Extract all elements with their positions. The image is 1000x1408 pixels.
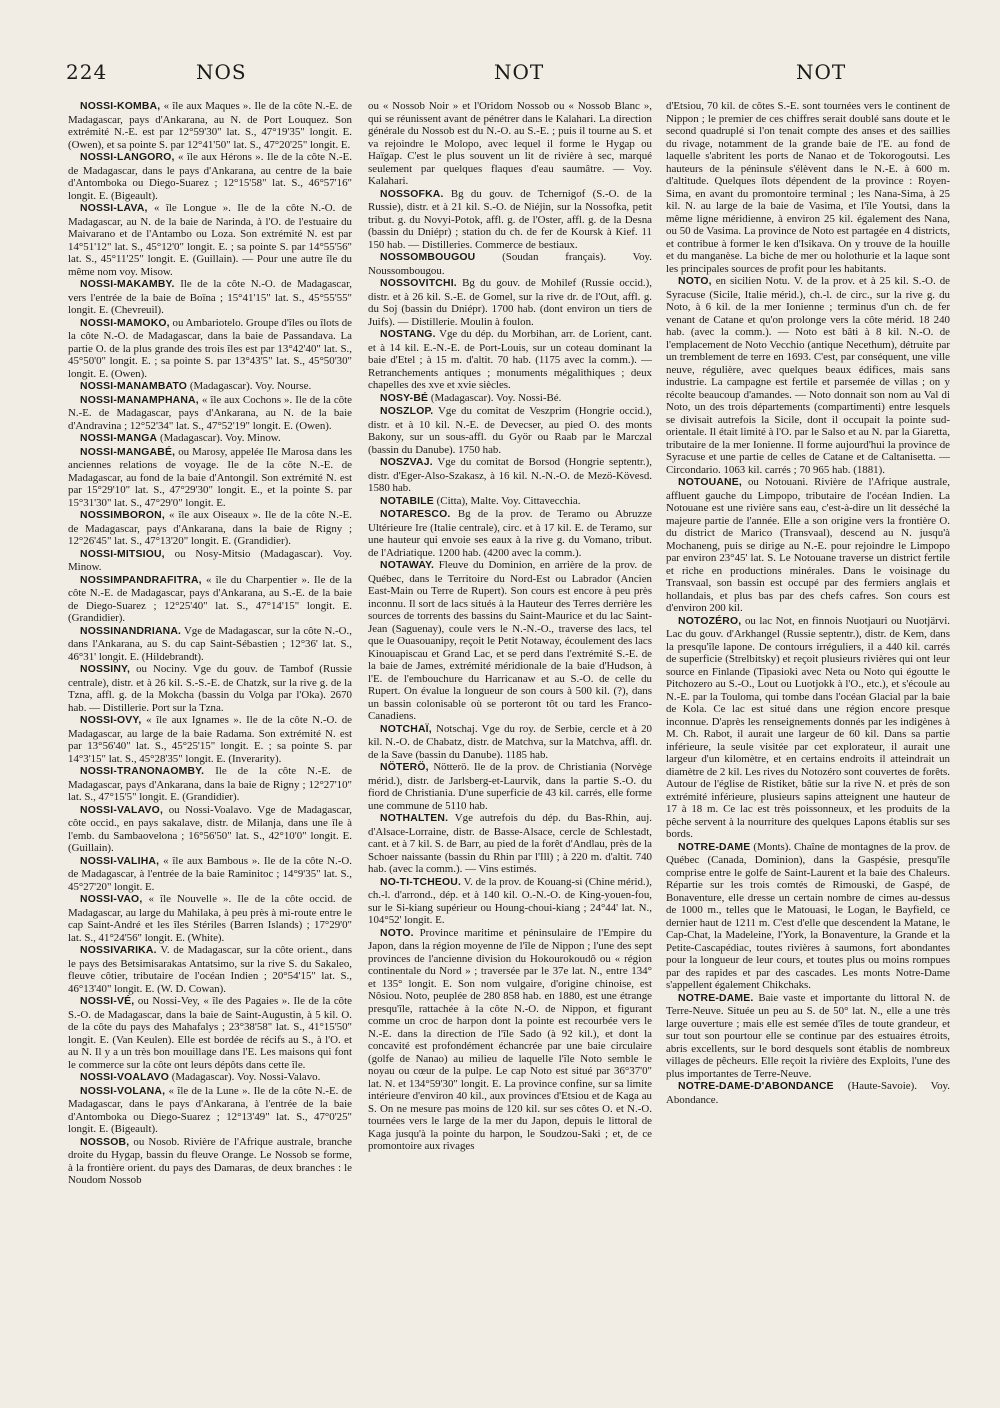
running-head-left: NOS bbox=[196, 60, 247, 84]
entry-body: Ile de la côte N.-O. de Madagascar, vers l'entrée de la baie de Boïna ; 15°41'15" lat. S., 45°55'55" longit. E. (Chevreuil). bbox=[68, 278, 352, 316]
entry-body: ou Ambariotelo. Groupe d'îles ou îlots de la côte N.-O. de Madagascar, dans la baie de Passandava. La partie O. de la plus grande des trois îles est par 13°42'40" lat. S., 45°50'0" longit. E. ; sa pointe S. par 13°43'5" lat. S., 45°50'30" longit. E. (Owen). bbox=[68, 316, 352, 380]
entry-body: (Madagascar). Voy. Nossi-Bé. bbox=[430, 391, 562, 404]
entry-headword: NOSSI-KOMBA, bbox=[80, 101, 161, 112]
dictionary-entry bbox=[368, 456, 652, 495]
entry-headword: NOSSOFKA. bbox=[380, 188, 444, 200]
entry-body: Baie vaste et importante du littoral N. de Terre-Neuve. Située un peu au S. de 50° lat. N., elle a une très large ouverture ; mais elle est semée d'îles de toute grandeur, et sur tout son pourtour elle se continue par des estuaires étroits, abris excellents, sur le bord desquels sont établis de nombreux villages de pêcheurs. Elle reçoit la rivière des Exploits, l'une des plus importantes de Terre-Neuve. bbox=[666, 991, 950, 1080]
entry-headword: NOSSI-LAVA, bbox=[80, 203, 148, 214]
dictionary-entry bbox=[368, 100, 652, 188]
entry-headword: NOSZVAJ. bbox=[380, 457, 433, 468]
entry-headword: NOSSINANDRIANA. bbox=[80, 625, 182, 637]
entry-body: ou « Nossob Noir » et l'Oridom Nossob ou « Nossob Blanc », qui se réunissent avant de pénétrer dans le Kalahari. La direction générale du Nossob est du N.-O. au S.-E. ; puis il tourne au S. et va rejoindre le Molopo, avec lequel il forme le Hygap ou Haïgap. C'est le plus souvent un lit de rivière à sec, marqué seulement par quelques flaques d'eau saumâtre. — Voy. Kalahari. bbox=[368, 100, 652, 187]
dictionary-entry bbox=[368, 812, 652, 876]
dictionary-entry bbox=[666, 841, 950, 992]
entry-body: Ile de la côte N.-E. de Madagascar, pays d'Ankarana, dans la baie de Rigny ; 12°27'10" lat. S., 47°15'5" longit. E. (Grandidier). bbox=[68, 765, 352, 803]
entry-headword: NOSSI-VALIHA, bbox=[80, 855, 160, 867]
entry-headword: NOSZLOP. bbox=[380, 406, 434, 417]
entry-body: (Haute-Savoie). Voy. Abondance. bbox=[666, 1080, 950, 1106]
dictionary-entry bbox=[68, 278, 352, 317]
entry-body: Fleuve du Dominion, en arrière de la prov. de Québec, dans le Territoire du Nord-Est ou Labrador (Ancien East-Main ou Terre de Rupert). Son cours est encore à peu près inconnu. Il sort de lacs situés à la Hauteur des Terres derrière les sources de torrents des bassins du Saint-Maurice et du lac Saint-Jean (Saguenay), coule vers le N.-N.-O., traverse des lacs, tel que le Ouasouanipy, reçoit le Petit Notaway, écoulement des lacs Kinouapiscau et Grand Lac, et se perd dans l'extrémité S.-E. de la baie de James, extrémité méridionale de la baie d'Hudson, à l'E. de l'embouchure du Harricanaw et au S.-O. de celle du Rupert. On évalue la longueur de son cours à 500 kil. (?), dans un bassin colonisable où se porteront tôt ou tard les Franco-Canadiens. bbox=[368, 559, 652, 722]
entry-body: « île du Charpentier ». Ile de la côte N.-E. de Madagascar, pays d'Ankarana, au S.-E. de la baie de Diego-Suarez ; 12°25'40" lat. S., 47°14'15" longit. E. (Grandidier). bbox=[68, 573, 352, 624]
entry-headword: NOSSOB, bbox=[80, 1136, 130, 1148]
dictionary-entry bbox=[666, 1080, 950, 1106]
entry-body: ou Nossi-Voalavo. Vge de Madagascar, côte occid., en pays sakalave, distr. de Milanja, dans une île à l'emb. du Sambaovelona ; 16°56'50" lat. S., 42°10'0" longit. E. (Guillain). bbox=[68, 803, 352, 854]
dictionary-entry bbox=[68, 804, 352, 855]
entry-body: « île aux Hérons ». Ile de la côte N.-E. de Madagascar, dans le pays d'Ankarana, au centre de la baie d'Antomboka ou Diego-Suarez ; 12°15'58" lat. S., 46°57'16" longit. E. (Bigeault). bbox=[68, 151, 352, 202]
entry-headword: NOSSI-MITSIOU, bbox=[80, 548, 165, 560]
entry-headword: NOTCHAÏ, bbox=[380, 723, 432, 735]
entry-headword: NOTAWAY. bbox=[380, 560, 435, 571]
entry-headword: NOTARESCO. bbox=[380, 509, 451, 520]
entry-headword: NOTABILE bbox=[380, 495, 434, 507]
entry-body: Vge du dép. du Morbihan, arr. de Lorient, cant. et à 14 kil. E.-N.-E. de Port-Louis, sur un coteau dominant la baie d'Etel ; à 15 m. d'altit. 70 hab. (1175 avec la comm.). — Retranchements antiques ; monuments mégalithiques ; deux chapelles des xve et xvie siècles. bbox=[368, 328, 652, 391]
entry-body: « île aux Ignames ». Ile de la côte N.-O. de Madagascar, au large de la baie Radama. Son extrémité N. est par 13°56'40" lat. S., 45°25'15" longit. E. ; sa pointe S. par 14°3'15" lat. S., 45°28'35" longit. E. (Inverarity). bbox=[68, 714, 352, 765]
entry-headword: NOSSIMPANDRAFITRA, bbox=[80, 574, 202, 586]
dictionary-entry bbox=[68, 1071, 352, 1085]
entry-body: « île aux Cochons ». Ile de la côte N.-E. de Madagascar, pays d'Ankarana, au N. de la baie d'Andravina ; 12°52'34" lat. S., 47°52'19" longit. E. (Owen). bbox=[68, 393, 352, 432]
dictionary-entry bbox=[368, 927, 652, 1153]
entry-headword: NOSSI-MANGABÉ, bbox=[80, 446, 176, 458]
entry-body: ou Notouani. Rivière de l'Afrique australe, affluent gauche du Limpopo, tributaire de l'océan Indien. La Notouane est une rivière sans eau, c'est-à-dire un lit desséché la majeure partie de l'année. Elle a son origine vers la frontière O. du district de Marico (Transvaal), descend au N. jusqu'à Mochaneng, puis se dirige au N.-E. pour rejoindre le Limpopo par environ 23°45' lat. S. Le Notouane traverse un district fertile et riche en productions minérales. Dans le voisinage du Transvaal, son bassin est occupé par des fermiers anglais et hollandais, et plus bas par des chefs cafres. Son cours est d'environ 200 kil. bbox=[666, 476, 950, 614]
running-head-center: NOT bbox=[494, 60, 545, 84]
entry-headword: NOSSOVITCHI. bbox=[380, 278, 457, 289]
dictionary-entry bbox=[68, 855, 352, 894]
entry-body: ou Marosy, appelée Ile Marosa dans les anciennes relations de voyage. Ile de la côte N.-E. de Madagascar, au fond de la baie d'Antongil. Son extrémité N. est par 15°29'10" lat. S., 47°29'30" longit. E., et la pointe S. par 15°31'30" lat. S., 47°29'0" longit. E. bbox=[68, 445, 352, 509]
dictionary-entry bbox=[68, 1136, 352, 1187]
entry-headword: NO-TI-TCHEOU. bbox=[380, 876, 462, 888]
entry-headword: NOTO, bbox=[678, 276, 712, 287]
entry-body: Notschaj. Vge du roy. de Serbie, cercle et à 20 kil. N.-O. de Chabatz, distr. de Matchva, sur la Matchva, affl. dr. de la Save (bassin du Danube). 1185 hab. bbox=[368, 722, 652, 761]
entry-headword: NOSSI-VÉ, bbox=[80, 996, 135, 1007]
dictionary-entry bbox=[666, 476, 950, 615]
entry-headword: NOSSI-VOLANA, bbox=[80, 1085, 166, 1097]
dictionary-entry bbox=[68, 625, 352, 664]
entry-body: Nötterö. Ile de la prov. de Christiania (Norvège mérid.), distr. de Jarlsberg-et-Laurvik, dans la partie S.-O. du fiord de Christiania. D'une superficie de 43 kil. carrés, elle forme une commune de 5110 hab. bbox=[368, 761, 652, 812]
entry-body: ou Nosy-Mitsio (Madagascar). Voy. Minow. bbox=[68, 547, 352, 573]
entry-headword: NOSY-BÉ bbox=[380, 392, 429, 404]
entry-body: ou Nossi-Vey, « île des Pagaies ». Ile de la côte S.-O. de Madagascar, dans la baie de Saint-Augustin, à 5 kil. O. de la côte du pays des Mahafalys ; 23°38'58" lat. S., 41°15'50" longit. E. (Van Keulen). Elle est bordée de récifs au S., à l'O. et au N. Il y a un très bon mouillage dans l'E. Les maisons qui font le commerce sur la côte ont leurs dépôts dans cette île. bbox=[68, 995, 352, 1071]
entry-headword: NOSSI-MANAMBATO bbox=[80, 381, 188, 392]
entry-body: V. de Madagascar, sur la côte orient., dans le pays des Betsimisarakas Antatsimo, sur la rive S. du Sakaleo, fleuve côtier, tributaire de l'océan Indien ; 20°54'15" lat. S., 46°13'40" longit. E. (W. D. Cowan). bbox=[68, 944, 352, 995]
dictionary-entry bbox=[368, 405, 652, 456]
dictionary-entry bbox=[68, 202, 352, 278]
dictionary-entry bbox=[666, 100, 950, 275]
entry-headword: NOSSI-MANAMPHANA, bbox=[80, 394, 199, 406]
entry-headword: NOSSI-VOALAVO bbox=[80, 1072, 170, 1083]
dictionary-entry bbox=[368, 723, 652, 762]
entry-body: (Madagascar). Voy. Nourse. bbox=[189, 380, 312, 392]
entry-body: Vge autrefois du dép. du Bas-Rhin, auj. d'Alsace-Lorraine, distr. de Basse-Alsace, cercle de Schlestadt, cant. et à 7 kil. S. de Barr, au pied de la forêt d'Andlau, près de la Schoer naissante (bassin du Rhin par l'Ill) ; à 220 m. d'altit. 740 hab. (avec la comm.). — Vins estimés. bbox=[368, 812, 652, 875]
entry-headword: NOSSINY, bbox=[80, 664, 131, 675]
entry-headword: NOSTANG. bbox=[380, 329, 436, 340]
entry-body: en sicilien Notu. V. de la prov. et à 25 kil. S.-O. de Syracuse (Sicile, Italie mérid.), ch.-l. de circ., sur la rive g. du Noto, à 6 kil. de la mer Ionienne ; terminus d'un ch. de fer venant de Catane et qu'on prolonge vers la côte mérid. 18 240 hab. (avec la comm.). — Noto est bâti à 8 kil. N.-O. de l'emplacement de Noto Vecchio (antique Necethum), détruite par un tremblement de terre en 1693. C'est, par conséquent, une ville neuve, régulière, avec quelques beaux édifices, mais sans industrie. La campagne est fertile et parsemée de villas ; on y récolte beaucoup d'amandes. — Noto donnait son nom au Val di Noto, un des trois départements (compartimenti) entre lesquels se divisait autrefois la Sicile, dont il occupait la pointe sud-orientale. Il était limité à l'O. par le Salso et au N. par la Giaretta, tributaire de la mer Ionienne. Il forme aujourd'hui la province de Syracuse et une partie de celles de Catane et de Caltanisetta. — Circondario. 1063 kil. carrés ; 70 965 hab. (1881). bbox=[666, 275, 950, 476]
dictionary-entry bbox=[368, 495, 652, 509]
entry-body: Bg de la prov. de Teramo ou Abruzze Ultérieure Ire (Italie centrale), circ. et à 17 kil. E. de Teramo, sur une hauteur qui envoie ses eaux à la rive g. du Vomano, tribut. de l'Adriatique. 1200 hab. (4200 avec la comm.). bbox=[368, 508, 652, 559]
entry-headword: NOSSI-TRANONAOMBY. bbox=[80, 766, 205, 777]
dictionary-entry bbox=[368, 328, 652, 392]
text-column-3 bbox=[666, 100, 950, 1368]
entry-headword: NOSSOMBOUGOU bbox=[380, 252, 476, 263]
entry-body: (Soudan français). Voy. Noussombougou. bbox=[368, 251, 652, 277]
entry-body: V. de la prov. de Kouang-si (Chine mérid.), ch.-l. d'arrond., dép. et à 140 kil. O.-N.-O. de King-youen-fou, sur le Si-kiang supérieur ou Houng-choui-kiang ; 24°44' lat. N., 104°52' longit. E. bbox=[368, 875, 652, 926]
dictionary-entry bbox=[68, 893, 352, 944]
dictionary-entry bbox=[368, 392, 652, 406]
dictionary-entry bbox=[368, 277, 652, 328]
entry-body: ou Nociny. Vge du gouv. de Tambof (Russie centrale), distr. et à 26 kil. S.-S.-E. de Chatzk, sur la rive g. de la Tzna, affl. g. de la Mokcha (bassin du Volga par l'Oka). 2670 hab. — Distillerie. Port sur la Tzna. bbox=[68, 663, 352, 714]
dictionary-entry bbox=[368, 188, 652, 252]
dictionary-entry bbox=[68, 765, 352, 804]
entry-headword: NOTRE-DAME bbox=[678, 841, 751, 853]
dictionary-entry bbox=[68, 663, 352, 714]
page-number: 224 bbox=[66, 60, 108, 84]
entry-body: (Madagascar). Voy. Minow. bbox=[159, 432, 281, 444]
entry-body: Bg du gouv. de Mohilef (Russie occid.), distr. et à 26 kil. S.-E. de Gomel, sur la rive dr. de l'Out, affl. g. du Soj (bassin du Dniépr). 1700 hab. (dont environ un tiers de Juifs). — Distillerie. Moulin à foulon. bbox=[368, 277, 652, 328]
entry-body: (Citta), Malte. Voy. Cittavecchia. bbox=[436, 494, 581, 507]
entry-body: « île de la Lune ». Ile de la côte N.-E. de Madagascar, dans le pays d'Ankarana, à l'entrée de la baie d'Antomboka ou Diego-Suarez ; 12°13'49" lat. S., 47°0'25" longit. E. (Bigeault). bbox=[68, 1084, 352, 1135]
dictionary-entry bbox=[68, 446, 352, 510]
dictionary-entry bbox=[68, 714, 352, 765]
entry-headword: NOTO. bbox=[380, 927, 414, 939]
entry-headword: NOSSI-OVY, bbox=[80, 715, 142, 726]
entry-body: « île aux Bambous ». Ile de la côte N.-O. de Madagascar, à l'entrée de la baie Raminitoc ; 14°9'35" lat. S., 45°27'20" longit. E. bbox=[68, 854, 352, 893]
dictionary-entry bbox=[368, 508, 652, 559]
dictionary-entry bbox=[68, 100, 352, 151]
entry-headword: NOTRE-DAME. bbox=[678, 992, 754, 1004]
entry-body: (Madagascar). Voy. Nossi-Valavo. bbox=[171, 1071, 321, 1083]
entry-body: ou lac Not, en finnois Nuotjauri ou Nuotjärvi. Lac du gouv. d'Arkhangel (Russie septentr.), distr. de Kem, dans la presqu'île lapone. De contours irréguliers, il a 440 kil. carrés de superficie (Strelbitsky) et reçoit plusieurs rivières qui ont leur source en Finlande (Tipasioki avec Neta ou Noto qui égoutte le Pitchozero au S.-O., Lout ou Luotjokk à l'O., etc.), et s'écoule au N.-E. par la Touloma, qui tombe dans l'océan Glacial par la baie de Kola. Ce lac est situé dans une région encore presque inconnue. D'après les renseignements donnés par les indigènes à M. Ch. Rabot, il aurait une largeur de 60 kil. Dans sa partie inférieure, la seule visitée par cet explorateur, il aurait une largeur d'un kilomètre, et en certains endroits il atteindrait un diamètre de 2 kil. Les rives du Notozéro sont couvertes de forêts. Autour de l'église de Ristiket, bâtie sur la rive N. et près de son extrémité inférieure, plusieurs sapins atteignent une hauteur de 17 à 18 m. Ce lac est très poissonneux, et les produits de la pêche servent à la nourriture des quelques Lapons établis sur ses bords. bbox=[666, 614, 950, 840]
entry-body: Vge du comitat de Borsod (Hongrie septentr.), distr. d'Eger-Also-Szakasz, à 16 kil. N.-N.-O. de Mezö-Kövesd. 1580 hab. bbox=[368, 456, 652, 494]
entry-body: Province maritime et péninsulaire de l'Empire du Japon, dans la région moyenne de l'île de Nippon ; l'une des sept provinces de l'ancienne division du Hokourokoudô ou « région continentale du Nord » ; traversée par le 37e lat. N., entre 134° et 135° longit. E. Son nom vulgaire, d'origine chinoise, est Nôsiou. Noto, peuplée de 280 858 hab. en 1880, est une étrange presqu'île, rattachée à la côte N.-O. de Nippon, et figurant comme un croc de harpon dont la pointe est recourbée vers le N.-E. dans la direction de l'île Sado (à 92 kil.), et dont la concavité est profondément échancrée par une baie circulaire (golfe de Nanao) au milieu de laquelle l'île Noto semble le noyau ou cœur de la pulpe. Le cap Noto est situé par 36°37'0" lat. N. et 134°59'30" longit. E. La province confine, sur sa limite intérieure d'environ 40 kil., aux provinces d'Etsiou et de Kaga au S. On ne mesure pas moins de 120 kil. sur ses côtes O. et N.-O. tournées vers le large de la mer du Japon, depuis le littoral de Kaga jusqu'à la pointe du harpon, le Soudzou-Saki ; et, de ce promontoire aux rivages bbox=[368, 926, 652, 1152]
entry-body: Vge du comitat de Veszprim (Hongrie occid.), distr. et à 10 kil. N.-E. de Devecser, au pied O. des monts Bakony, sur un sous-affl. du Györ ou Raab par le Marczal (bassin du Danube). 1750 hab. bbox=[368, 405, 652, 456]
entry-body: Bg du gouv. de Tchernigof (S.-O. de la Russie), distr. et à 21 kil. S.-O. de Niéjin, sur la Nossofka, petit tribut. g. du Novyi-Potok, affl. g. de l'Oster, affl. g. de la Desna (bassin du Dniépr) ; station du ch. de fer de Koursk à Kief. 11 150 hab. — Distilleries. Commerce de bestiaux. bbox=[368, 187, 652, 251]
entry-body: « île Nouvelle ». Ile de la côte occid. de Madagascar, au large du Mahilaka, à peu près à mi-route entre le cap Saint-André et les îles Stériles (Barren Islands) ; 17°29'0" lat. S., 41°24'56" longit. E. (White). bbox=[68, 893, 352, 944]
entry-headword: NOTOUANE, bbox=[678, 477, 742, 488]
dictionary-entry bbox=[68, 380, 352, 394]
entry-headword: NOSSI-LANGORO, bbox=[80, 152, 175, 163]
text-column-2 bbox=[368, 100, 652, 1368]
entry-body: « île aux Oiseaux ». Ile de la côte N.-E. de Madagascar, pays d'Ankarana, dans la baie de Rigny ; 12°26'45" lat. S., 47°13'20" longit. E. (Grandidier). bbox=[68, 509, 352, 547]
running-head-right: NOT bbox=[796, 60, 847, 84]
dictionary-entry bbox=[68, 317, 352, 381]
entry-headword: NOSSIMBORON, bbox=[80, 510, 165, 521]
dictionary-entry bbox=[68, 394, 352, 433]
dictionary-entry bbox=[68, 509, 352, 548]
entry-headword: NOTRE-DAME-D'ABONDANCE bbox=[678, 1081, 834, 1092]
dictionary-entry bbox=[666, 992, 950, 1081]
dictionary-entry bbox=[68, 995, 352, 1071]
entry-headword: NOSSIVARIKA. bbox=[80, 945, 157, 956]
entry-headword: NÖTERÖ, bbox=[380, 762, 429, 773]
entry-headword: NOSSI-MAMOKO, bbox=[80, 317, 170, 329]
text-column-1 bbox=[68, 100, 352, 1368]
dictionary-entry bbox=[68, 944, 352, 995]
dictionary-entry bbox=[68, 548, 352, 574]
dictionary-entry bbox=[68, 1085, 352, 1136]
dictionary-entry bbox=[666, 275, 950, 476]
entry-headword: NOSSI-MANGA bbox=[80, 433, 158, 444]
entry-body: (Monts). Chaîne de montagnes de la prov. de Québec (Canada, Dominion), dans la Gaspésie, presqu'île comprise entre le golfe de Saint-Laurent et la baie des Chaleurs. Répartie sur les trois comtés de Rimouski, de Gaspé, de Bonaventure, elle dresse un certain nombre de cimes au-dessus de 1000 m., telles que le Matouasi, le Logan, le Bayfield, ce dernier haut de 1211 m. C'est d'elle que descendent la Matane, le Cap-Chat, la Madeleine, l'York, la Bonaventure, la Grande et la Petite-Cascapédiac, toutes rivières à saumons, fort abondantes pour la longueur de leur cours, et toutes plus ou moins rompues par des rapides et par des cascades. Les monts Notre-Dame s'appellent également Chikchaks. bbox=[666, 840, 950, 991]
dictionary-entry bbox=[368, 251, 652, 277]
dictionary-entry bbox=[368, 761, 652, 812]
dictionary-entry bbox=[68, 574, 352, 625]
entry-body: ou Nosob. Rivière de l'Afrique australe, branche droite du Hygap, bassin du fleuve Orange. Le Nossob se forme, à la frontière orient. du pays des Damaras, de deux branches : le Noudom Nossob bbox=[68, 1135, 352, 1186]
dictionary-entry bbox=[368, 559, 652, 723]
entry-body: « île Longue ». Ile de la côte N.-O. de Madagascar, au N. de la baie de Narinda, à l'O. de l'estuaire du Maivarano et de l'Antambo ou Loza. Son extrémité N. est par 14°51'12" lat. S., 45°12'0" longit. E. ; sa pointe S. par 14°55'56" lat. S., 45°11'25" longit. E. (Guillain). — Pour une autre île du même nom voy. Misow. bbox=[68, 202, 352, 278]
dictionary-entry bbox=[68, 432, 352, 446]
entry-headword: NOSSI-VALAVO, bbox=[80, 804, 164, 816]
dictionary-entry bbox=[666, 615, 950, 841]
entry-headword: NOSSI-VAO, bbox=[80, 894, 143, 905]
entry-body: d'Etsiou, 70 kil. de côtes S.-E. sont tournées vers le continent de Nippon ; le premier de ces chiffres serait doublé sans doute et le second quadruplé si l'on tenait compte des anses et des saillies du rivage, notamment de la grande baie de l'E. au fond de laquelle s'abritent les ports de Nanao et de Tokorogoutsi. Les hauteurs de la péninsule s'élèvent dans le N.-E. à 600 m. d'altitude. Quelques îlots dépendent de la province : Royen-Sima, en avant du promontoire terminal ; les Nana-Sima, à 25 kil. N. au large de la baie de Vasima, et l'île Youtsi, dans la même ligne méridienne, à environ 25 kil. également des Nana, ou 50 de Vasima. La province de Noto est partagée en 4 districts, et contribue à former le ken d'Isikava. On y trouve de la houille et du manganèse. La biche de mer ou holothurie et la laque sont les principales sources de profit pour les habitants. bbox=[666, 100, 950, 275]
entry-body: Vge de Madagascar, sur la côte N.-O., dans l'Ankarana, au S. du cap Saint-Sébastien ; 12°36' lat. S., 46°31' longit. E. (Hildebrandt). bbox=[68, 624, 352, 663]
dictionary-entry bbox=[68, 151, 352, 202]
entry-headword: NOTHALTEN. bbox=[380, 813, 449, 824]
entry-body: « île aux Maques ». Ile de la côte N.-E. de Madagascar, pays d'Ankarana, au N. de Port Louquez. Son extrémité N.-E. est par 12°59'30" lat. S., 47°19'35" longit. E. (Owen), et sa pointe S. par 12°41'50" lat. S., 47°20'25" longit. E. bbox=[68, 100, 352, 151]
dictionary-entry bbox=[368, 876, 652, 927]
page-header bbox=[66, 60, 934, 100]
entry-headword: NOSSI-MAKAMBY. bbox=[80, 279, 175, 290]
entry-headword: NOTOZÉRO, bbox=[678, 615, 742, 627]
